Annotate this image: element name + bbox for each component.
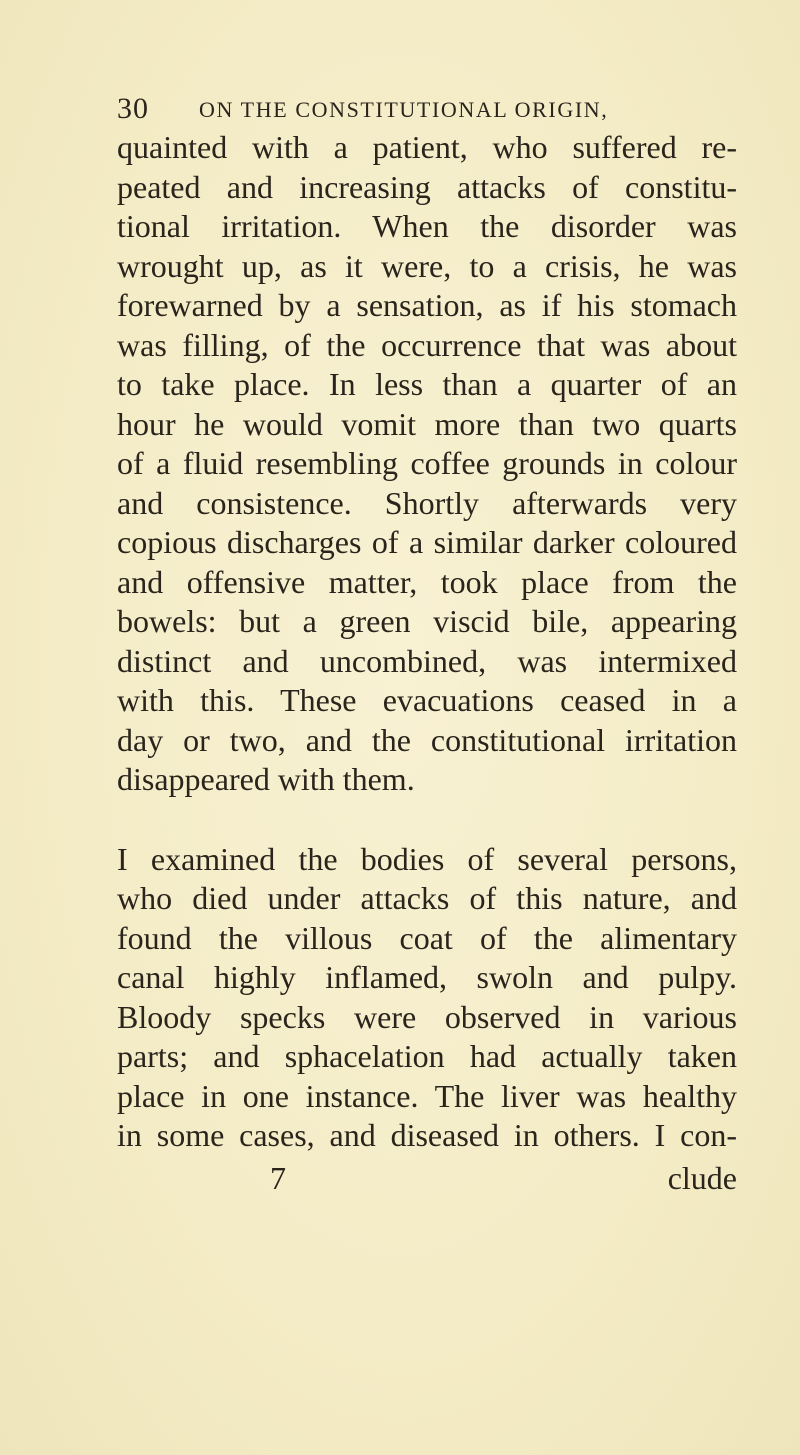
text-line: bowels: but a green viscid bile, appearing	[117, 603, 737, 639]
paragraph-1	[117, 128, 737, 800]
text-line: canal highly inflamed, swoln and pulpy.	[117, 959, 737, 995]
signature-mark: 7	[270, 1160, 286, 1196]
catchword: clude	[667, 1160, 737, 1196]
text-line: hour he would vomit more than two quarts	[117, 405, 737, 442]
text-line: in some cases, and diseased in others. I con-	[117, 1117, 737, 1153]
text-line: day or two, and the constitutional irritation	[117, 721, 737, 758]
text-line: and offensive matter, took place from the	[117, 563, 737, 600]
text-line: forewarned by a sensation, as if his stomach	[117, 287, 737, 323]
text-line: peated and increasing attacks of constitu-	[117, 168, 737, 205]
text-line: Bloody specks were observed in various	[117, 998, 737, 1035]
text-line: parts; and sphacelation had actually taken	[117, 1038, 737, 1074]
page-header	[117, 92, 737, 132]
text-line: found the villous coat of the alimentary	[117, 919, 737, 956]
text-line: distinct and uncombined, was intermixed	[117, 642, 737, 679]
text-line: and consistence. Shortly afterwards very	[117, 484, 737, 521]
text-line: I examined the bodies of several persons,	[117, 840, 737, 877]
text-line: quainted with a patient, who suffered re-	[117, 129, 737, 165]
text-line: to take place. In less than a quarter of an	[117, 366, 737, 402]
page-footer	[117, 1158, 737, 1198]
text-line: tional irritation. When the disorder was	[117, 208, 737, 244]
page-number: 30	[117, 92, 149, 125]
text-line: disappeared with them.	[117, 761, 415, 797]
paragraph-gap	[117, 800, 737, 840]
text-line: wrought up, as it were, to a crisis, he was	[117, 247, 737, 284]
text-line: of a fluid resembling coffee grounds in colour	[117, 445, 737, 481]
running-title: ON THE CONSTITUTIONAL ORIGIN,	[199, 97, 609, 122]
text-line: with this. These evacuations ceased in a	[117, 682, 737, 718]
text-line: copious discharges of a similar darker coloured	[117, 524, 737, 560]
text-line: place in one instance. The liver was healthy	[117, 1077, 737, 1114]
text-line: who died under attacks of this nature, and	[117, 880, 737, 916]
paragraph-2	[117, 840, 737, 1156]
text-line: was filling, of the occurrence that was about	[117, 326, 737, 363]
body-text	[117, 128, 737, 1156]
